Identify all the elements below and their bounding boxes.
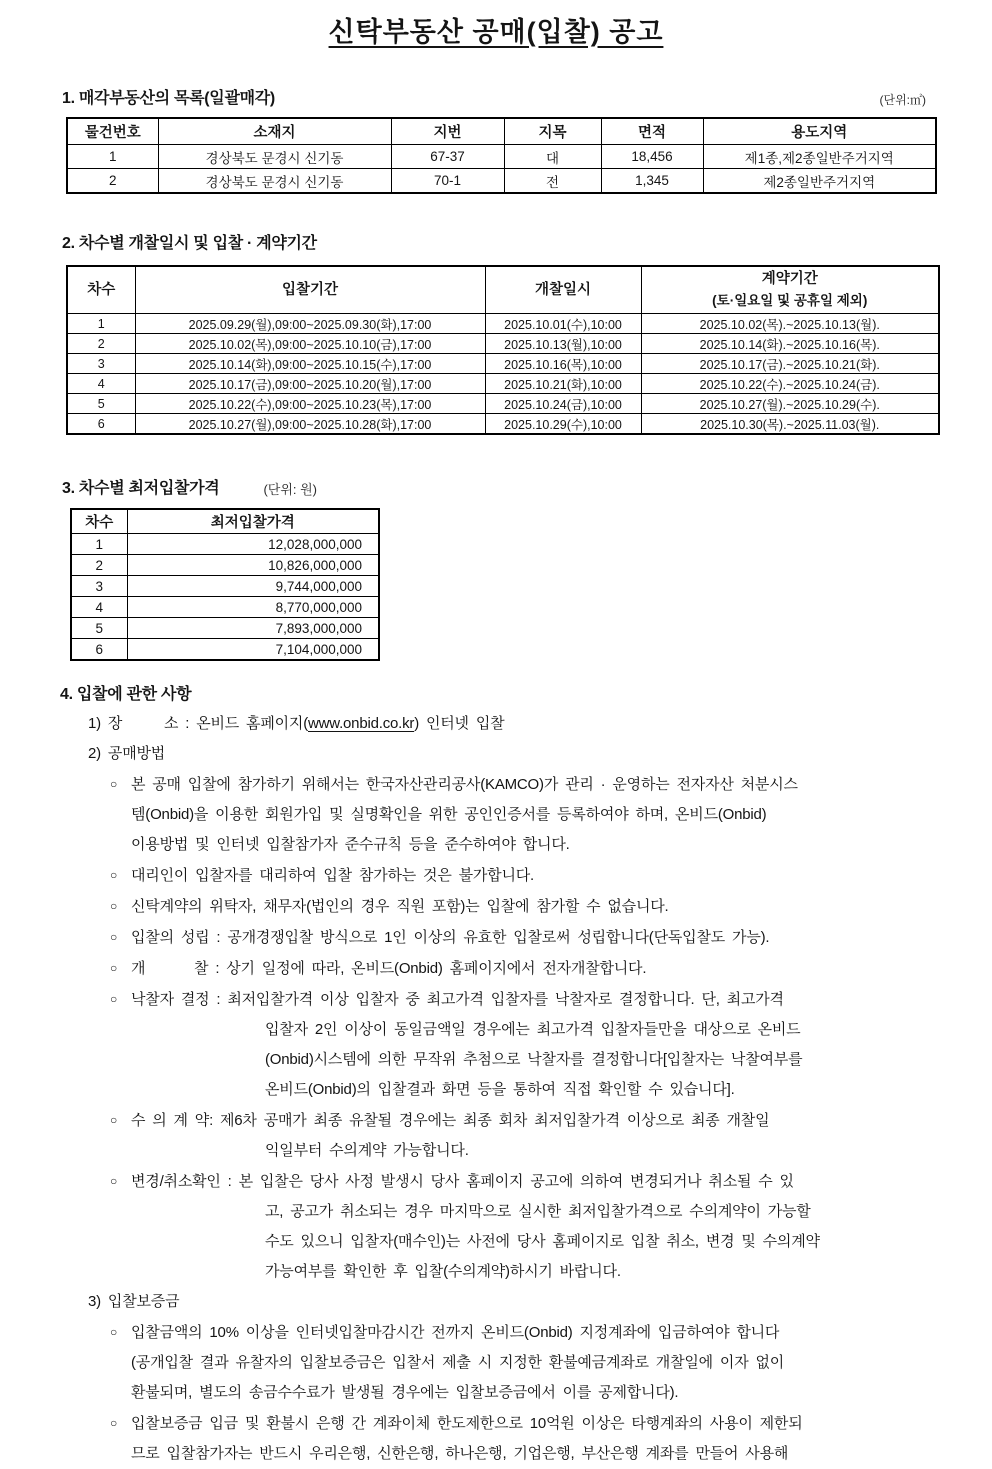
table-header-row [67,266,939,314]
cell: 2025.10.16(목),10:00 [485,354,641,374]
cell: 9,744,000,000 [127,576,379,597]
cell: 2 [71,555,127,576]
cell: 경상북도 문경시 신기동 [158,145,391,169]
cell: 1,345 [601,169,703,194]
cell: 1 [71,534,127,555]
list-item-text: 입찰의 성립 : 공개경쟁입찰 방식으로 1인 이상의 유효한 입찰로써 성립합니다(단독입찰도 가능). [131,929,770,946]
cell: 12,028,000,000 [127,534,379,555]
cell: 대 [504,145,601,169]
cell: 2025.10.21(화),10:00 [485,374,641,394]
bullet-marker: ○ [110,992,118,1006]
place-prefix: 1) 장 소 : 온비드 홈페이지( [88,715,308,732]
table-row [71,534,379,555]
list-item [0,1317,992,1348]
list-item-text: 입찰금액의 10% 이상을 인터넷입찰마감시간 전까지 온비드(Onbid) 지정계좌에 입금하여야 합니다 [131,1324,780,1341]
list-item-continuation: 입찰자 2인 이상이 동일금액일 경우에는 최고가격 입찰자들만을 대상으로 온비드 [265,1021,801,1038]
cell: 2025.10.27(월).~2025.10.29(수). [641,394,939,414]
cell: 2025.10.17(금),09:00~2025.10.20(월),17:00 [135,374,485,394]
list-item-continuation: 템(Onbid)을 이용한 회원가입 및 실명확인을 위한 공인인증서를 등록하여야 하며, 온비드(Onbid) [131,806,767,823]
list-item-text: 신탁계약의 위탁자, 채무자(법인의 경우 직원 포함)는 입찰에 참가할 수 없습니다. [131,898,669,915]
col-header-land-category: 지목 [504,118,601,145]
table-header-row [67,118,936,145]
list-item [0,860,992,891]
col-header-lot-no: 물건번호 [67,118,158,145]
cell: 2025.10.02(목),09:00~2025.10.10(금),17:00 [135,334,485,354]
section1-header-row [62,85,926,108]
col-header-area: 면적 [601,118,703,145]
list-item [0,953,992,984]
table-header-row [71,509,379,534]
list-item-continuation: 고, 공고가 취소되는 경우 마지막으로 실시한 최저입찰가격으로 수의계약이 가능할 [265,1203,811,1220]
col-header-min-bid-price: 최저입찰가격 [127,509,379,534]
cell: 2025.10.29(수),10:00 [485,414,641,435]
cell: 2025.10.22(수).~2025.10.24(금). [641,374,939,394]
auction-notice-document [0,10,992,1462]
list-item [0,984,992,1015]
list-item-continuation: 익일부터 수의계약 가능합니다. [265,1142,469,1159]
bullet-marker: ○ [110,868,118,882]
col-header-round: 차수 [71,509,127,534]
unit-label-sqm: (단위:㎡) [879,93,926,107]
bullet-marker: ○ [110,777,118,791]
list-item-continuation: 온비드(Onbid)의 입찰결과 화면 등을 통하여 직접 확인할 수 있습니다]. [265,1081,735,1098]
col-header-lot-number: 지번 [391,118,504,145]
list-item-text: 개 찰 : 상기 일정에 따라, 온비드(Onbid) 홈페이지에서 전자개찰합니다. [131,960,647,977]
list-item-text: 낙찰자 결정 : 최저입찰가격 이상 입찰자 중 최고가격 입찰자를 낙찰자로 결정합니다. 단, 최고가격 [131,991,784,1008]
bullet-marker: ○ [110,1325,118,1339]
page-title: 신탁부동산 공매(입찰) 공고 [328,17,664,47]
cell: 2025.10.01(수),10:00 [485,314,641,334]
cell: 18,456 [601,145,703,169]
section4-heading: 4. 입찰에 관한 사항 [60,686,192,703]
cell: 1 [67,314,135,334]
table-row [71,597,379,618]
cell: 2025.10.02(목).~2025.10.13(월). [641,314,939,334]
cell: 3 [67,354,135,374]
cell: 1 [67,145,158,169]
bullet-marker: ○ [110,1174,118,1188]
cell: 경상북도 문경시 신기동 [158,169,391,194]
place-suffix: ) 인터넷 입찰 [414,715,505,732]
bullet-marker: ○ [110,930,118,944]
list-item-continuation: (공개입찰 결과 유찰자의 입찰보증금은 입찰서 제출 시 지정한 환불예금계좌로 개찰일에 이자 없이 [131,1354,785,1371]
cell: 10,826,000,000 [127,555,379,576]
list-item-text: 대리인이 입찰자를 대리하여 입찰 참가하는 것은 불가합니다. [131,867,535,884]
cell: 2 [67,169,158,194]
bullet-marker: ○ [110,961,118,975]
section3-header-row [62,475,992,498]
col-header-zoning: 용도지역 [703,118,936,145]
list-item [0,1408,992,1439]
list-item-continuation: (Onbid)시스템에 의한 무작위 추첨으로 낙찰자를 결정합니다[입찰자는 낙찰여부를 [265,1051,803,1068]
cell: 전 [504,169,601,194]
cell: 2025.10.17(금).~2025.10.21(화). [641,354,939,374]
contract-period-note: (토·일요일 및 공휴일 제외) [712,293,868,308]
section3-heading: 3. 차수별 최저입찰가격 [62,480,220,497]
section4-body [0,709,992,1469]
cell: 70-1 [391,169,504,194]
cell: 2 [67,334,135,354]
table-row [67,414,939,435]
col-header-round: 차수 [67,266,135,314]
cell: 2025.09.29(월),09:00~2025.09.30(화),17:00 [135,314,485,334]
place-item [0,709,992,739]
list-item-continuation: 환불되며, 별도의 송금수수료가 발생될 경우에는 입찰보증금에서 이를 공제합니다). [131,1384,679,1401]
cell: 7,893,000,000 [127,618,379,639]
table-row [67,314,939,334]
list-item-text: 변경/취소확인 : 본 입찰은 당사 사정 발생시 당사 홈페이지 공고에 의하여 변경되거나 취소될 수 있 [131,1173,794,1190]
col-header-location: 소재지 [158,118,391,145]
table-row [67,169,936,194]
schedule-table [66,265,940,435]
cell: 5 [71,618,127,639]
cell: 5 [67,394,135,414]
cell: 4 [71,597,127,618]
cell: 2025.10.14(화),09:00~2025.10.15(수),17:00 [135,354,485,374]
list-item-text: 입찰보증금 입금 및 환불시 은행 간 계좌이체 한도제한으로 10억원 이상은 타행계좌의 사용이 제한되 [131,1415,803,1432]
cell: 2025.10.13(월),10:00 [485,334,641,354]
list-item-continuation: 이용방법 및 인터넷 입찰참가자 준수규칙 등을 준수하여야 합니다. [131,836,570,853]
cell: 제2종일반주거지역 [703,169,936,194]
property-list-table [66,117,937,194]
cell: 2025.10.27(월),09:00~2025.10.28(화),17:00 [135,414,485,435]
list-item [0,922,992,953]
cell: 4 [67,374,135,394]
table-row [67,394,939,414]
cell: 2025.10.14(화).~2025.10.16(목). [641,334,939,354]
cell: 2025.10.30(목).~2025.11.03(월). [641,414,939,435]
section1-heading: 1. 매각부동산의 목록(일괄매각) [62,90,275,107]
deposit-item-label: 3) 입찰보증금 [88,1293,180,1310]
cell: 6 [71,639,127,661]
list-item-continuation: 므로 입찰참가자는 반드시 우리은행, 신한은행, 하나은행, 기업은행, 부산은행 계좌를 만들어 사용해 [131,1445,789,1462]
unit-label-won: (단위: 원) [263,482,318,497]
table-row [71,639,379,661]
cell: 제1종,제2종일반주거지역 [703,145,936,169]
minimum-bid-price-table [70,508,380,661]
cell: 7,104,000,000 [127,639,379,661]
cell: 2025.10.22(수),09:00~2025.10.23(목),17:00 [135,394,485,414]
col-header-contract-period [641,266,939,314]
list-item-continuation: 가능여부를 확인한 후 입찰(수의계약)하시기 바랍니다. [265,1263,621,1280]
table-row [67,145,936,169]
method-item-label: 2) 공매방법 [88,745,166,762]
bullet-marker: ○ [110,1416,118,1430]
cell: 8,770,000,000 [127,597,379,618]
cell: 6 [67,414,135,435]
col-header-bid-period: 입찰기간 [135,266,485,314]
contract-period-title: 계약기간 [761,271,818,287]
list-item [0,891,992,922]
list-item [0,1166,992,1197]
list-item-text: 수 의 계 약: 제6차 공매가 최종 유찰될 경우에는 최종 회차 최저입찰가격 이상으로 최종 개찰일 [131,1112,770,1129]
table-row [71,555,379,576]
list-item-continuation: 수도 있으니 입찰자(매수인)는 사전에 당사 홈페이지로 입찰 취소, 변경 및 수의계약 [265,1233,820,1250]
table-row [67,374,939,394]
section2-heading: 2. 차수별 개찰일시 및 입찰 · 계약기간 [62,235,317,252]
col-header-opening-datetime: 개찰일시 [485,266,641,314]
cell: 67-37 [391,145,504,169]
bullet-marker: ○ [110,1113,118,1127]
table-row [67,354,939,374]
cell: 2025.10.24(금),10:00 [485,394,641,414]
table-row [67,334,939,354]
table-row [71,576,379,597]
onbid-url-link[interactable]: www.onbid.co.kr [308,715,415,732]
list-item-text: 본 공매 입찰에 참가하기 위해서는 한국자산관리공사(KAMCO)가 관리 · 운영하는 전자자산 처분시스 [131,776,798,793]
cell: 3 [71,576,127,597]
list-item [0,1105,992,1136]
list-item [0,769,992,800]
table-row [71,618,379,639]
bullet-marker: ○ [110,899,118,913]
